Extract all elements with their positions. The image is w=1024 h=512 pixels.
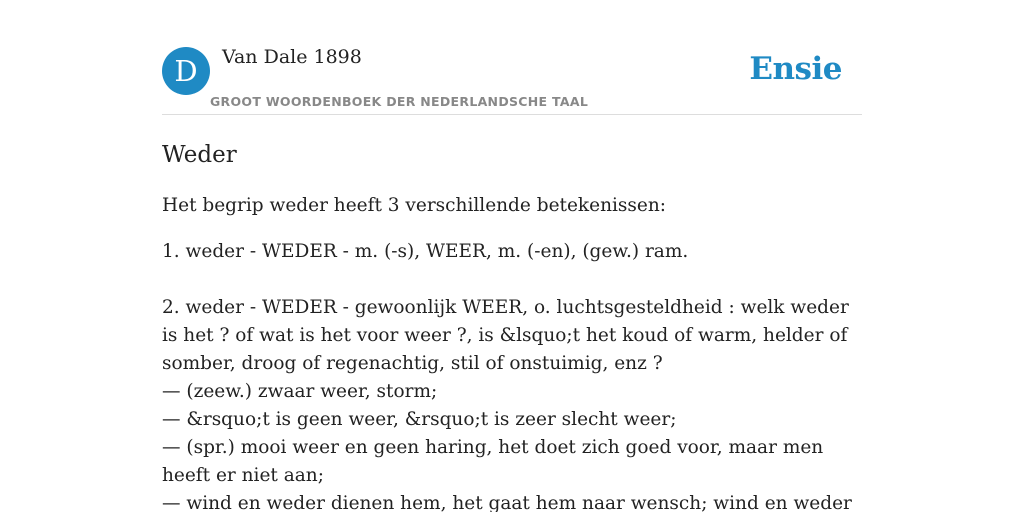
meaning-2-line: — (zeew.) zwaar weer, storm;: [162, 381, 438, 402]
entry-intro: Het begrip weder heeft 3 verschillende betekenissen:: [162, 195, 666, 216]
header: [162, 0, 862, 115]
meaning-2-line: 2. weder - WEDER - gewoonlijk WEER, o. luchtsgesteldheid : welk weder is het ? of wat is het voor weer ?, is &lsquo;t het koud of warm, helder of somber, droog of regenachtig, stil of onstuimig, enz ?: [162, 297, 849, 374]
entry-title: Weder: [162, 142, 237, 168]
meaning-2-line: — &rsquo;t is geen weer, &rsquo;t is zeer slecht weer;: [162, 409, 677, 430]
meaning-1: 1. weder - WEDER - m. (-s), WEER, m. (-en), (gew.) ram.: [162, 241, 689, 262]
dictionary-logo-icon[interactable]: D: [162, 47, 210, 95]
meaning-2: [162, 294, 862, 512]
page: [162, 0, 862, 512]
book-subtitle: GROOT WOORDENBOEK DER NEDERLANDSCHE TAAL: [210, 94, 589, 109]
ensie-logo-link[interactable]: Ensie: [749, 51, 842, 87]
meaning-2-line: — (spr.) mooi weer en geen haring, het doet zich goed voor, maar men heeft er niet aan;: [162, 437, 824, 486]
meaning-2-line: — wind en weder dienen hem, het gaat hem naar wensch; wind en weder: [162, 493, 852, 512]
book-title-link[interactable]: Van Dale 1898: [222, 46, 362, 68]
